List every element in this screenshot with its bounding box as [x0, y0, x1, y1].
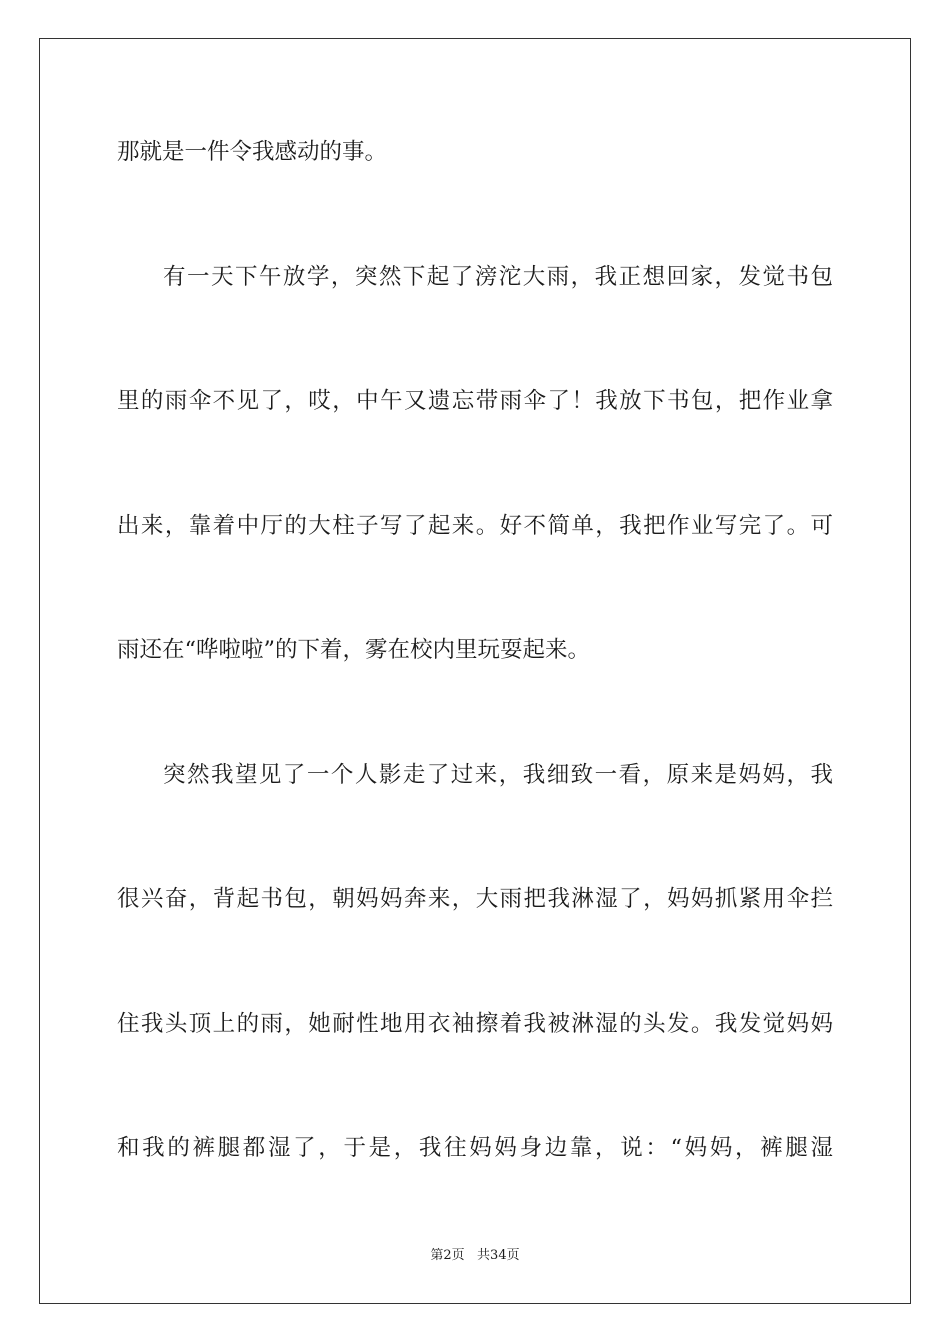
page-number-footer: 第2页 共34页 — [430, 1248, 520, 1263]
text-line: 里的雨伞不见了，哎，中午又遗忘带雨伞了！我放下书包，把作业拿 — [117, 388, 833, 414]
page-border — [39, 38, 911, 1304]
text-line: 雨还在“哗啦啦”的下着，雾在校内里玩耍起来。 — [117, 637, 591, 663]
text-line: 出来，靠着中厅的大柱子写了起来。好不简单，我把作业写完了。可 — [117, 513, 833, 539]
text-line: 那就是一件令我感动的事。 — [117, 139, 388, 165]
paragraph-start-line: 有一天下午放学，突然下起了滂沱大雨，我正想回家，发觉书包 — [163, 264, 833, 290]
text-line: 很兴奋，背起书包，朝妈妈奔来，大雨把我淋湿了，妈妈抓紧用伞拦 — [117, 886, 833, 912]
paragraph-start-line: 突然我望见了一个人影走了过来，我细致一看，原来是妈妈，我 — [163, 762, 833, 788]
text-line: 和我的裤腿都湿了，于是，我往妈妈身边靠，说：“妈妈，裤腿湿 — [117, 1135, 833, 1161]
text-line: 住我头顶上的雨，她耐性地用衣袖擦着我被淋湿的头发。我发觉妈妈 — [117, 1011, 833, 1037]
